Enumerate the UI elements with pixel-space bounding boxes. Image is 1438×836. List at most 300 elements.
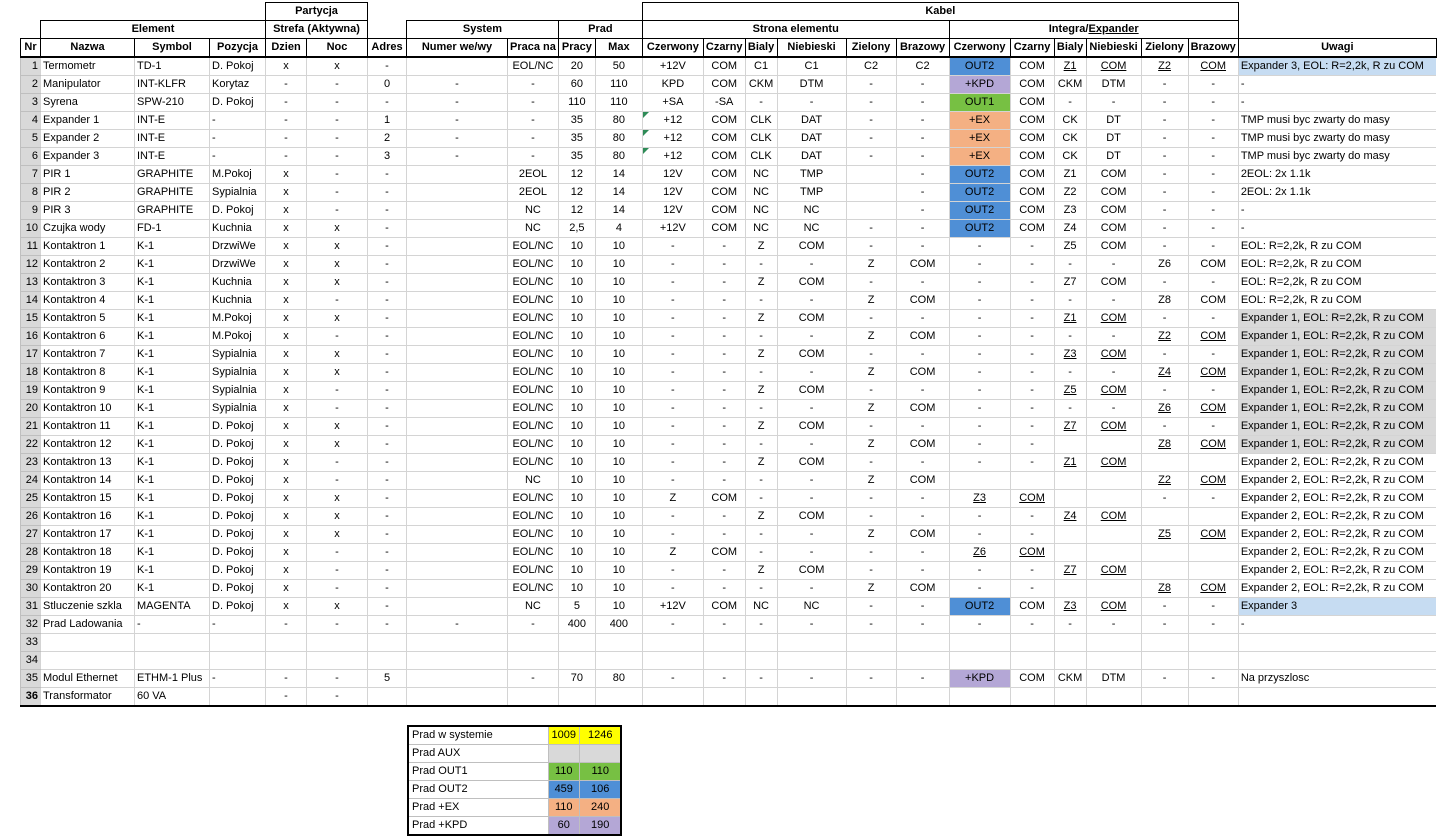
table-cell: K-1 (135, 346, 210, 364)
column-header: Noc (307, 39, 368, 58)
row-number: 19 (21, 382, 41, 400)
table-cell: - (307, 688, 368, 707)
table-cell: - (368, 274, 407, 292)
table-cell: K-1 (135, 526, 210, 544)
table-cell: Z7 (1054, 562, 1086, 580)
table-cell: - (896, 166, 949, 184)
table-cell: 14 (595, 184, 642, 202)
table-cell: Z8 (1141, 292, 1188, 310)
table-cell: C1 (745, 57, 777, 76)
table-cell: - (1141, 130, 1188, 148)
table-cell: 10 (558, 382, 595, 400)
table-row (21, 580, 1437, 598)
table-cell: - (1141, 598, 1188, 616)
table-cell: - (745, 94, 777, 112)
table-cell (407, 580, 508, 598)
table-cell: - (368, 202, 407, 220)
table-cell: - (368, 580, 407, 598)
table-cell: 5 (558, 598, 595, 616)
table-cell: - (368, 418, 407, 436)
table-cell: - (703, 238, 745, 256)
table-cell: - (896, 598, 949, 616)
table-cell: COM (1086, 238, 1141, 256)
table-cell: x (307, 220, 368, 238)
column-header: Adres (368, 39, 407, 58)
table-cell: - (1141, 310, 1188, 328)
table-cell: - (1010, 364, 1054, 382)
table-cell: - (266, 688, 307, 707)
table-cell: x (266, 310, 307, 328)
table-cell: 12 (558, 184, 595, 202)
table-cell: EOL/NC (508, 274, 559, 292)
table-cell: KPD (642, 76, 703, 94)
table-cell: x (266, 418, 307, 436)
table-cell (1086, 490, 1141, 508)
table-cell: - (266, 148, 307, 166)
table-cell (846, 634, 896, 652)
table-cell: - (642, 616, 703, 634)
summary-label: Prad OUT2 (408, 781, 548, 799)
row-number: 20 (21, 400, 41, 418)
table-cell: - (949, 526, 1010, 544)
row-number: 2 (21, 76, 41, 94)
table-cell: Modul Ethernet (41, 670, 135, 688)
table-cell: 14 (595, 166, 642, 184)
table-cell: COM (896, 472, 949, 490)
table-cell: +KPD (949, 76, 1010, 94)
table-cell: COM (1086, 346, 1141, 364)
table-cell: 10 (558, 328, 595, 346)
header-spacer (1238, 21, 1436, 39)
table-cell: Z5 (1054, 382, 1086, 400)
table-cell: EOL/NC (508, 436, 559, 454)
table-cell: - (745, 544, 777, 562)
table-cell (949, 634, 1010, 652)
table-cell: EOL/NC (508, 490, 559, 508)
table-cell: 12V (642, 202, 703, 220)
table-cell: - (1054, 616, 1086, 634)
table-cell: COM (1086, 508, 1141, 526)
table-cell (407, 328, 508, 346)
row-number: 18 (21, 364, 41, 382)
table-cell: 80 (595, 148, 642, 166)
table-cell: 4 (595, 220, 642, 238)
table-cell (407, 202, 508, 220)
table-cell: - (1054, 364, 1086, 382)
row-number: 23 (21, 454, 41, 472)
table-cell: - (846, 454, 896, 472)
table-cell: OUT2 (949, 598, 1010, 616)
table-cell: - (703, 580, 745, 598)
column-header: Numer we/wy (407, 39, 508, 58)
table-row (21, 472, 1437, 490)
table-cell (595, 652, 642, 670)
table-cell: Transformator (41, 688, 135, 707)
table-cell: - (949, 418, 1010, 436)
table-cell: - (846, 670, 896, 688)
table-cell (1238, 688, 1436, 707)
table-cell: EOL/NC (508, 580, 559, 598)
table-cell: - (1086, 400, 1141, 418)
table-cell: x (266, 382, 307, 400)
table-cell: K-1 (135, 256, 210, 274)
table-cell: x (307, 346, 368, 364)
table-cell: - (846, 346, 896, 364)
table-cell: - (896, 616, 949, 634)
table-cell: COM (896, 328, 949, 346)
table-cell: NC (508, 220, 559, 238)
table-cell: Z (846, 580, 896, 598)
table-cell: Kontaktron 18 (41, 544, 135, 562)
table-row (21, 57, 1437, 76)
header-strona-elementu: Strona elementu (642, 21, 949, 39)
table-cell: 10 (558, 544, 595, 562)
table-cell: EOL/NC (508, 508, 559, 526)
table-cell: - (846, 148, 896, 166)
table-cell: 10 (595, 454, 642, 472)
table-cell: x (266, 166, 307, 184)
table-cell: 10 (595, 526, 642, 544)
table-cell: COM (1188, 256, 1238, 274)
column-header: Bialy (745, 39, 777, 58)
table-cell: - (642, 256, 703, 274)
table-cell: +12V (642, 57, 703, 76)
table-cell (407, 166, 508, 184)
table-cell: - (1141, 238, 1188, 256)
table-cell: - (1141, 418, 1188, 436)
table-cell: 10 (558, 346, 595, 364)
table-row (21, 598, 1437, 616)
table-cell: x (307, 364, 368, 382)
row-number: 4 (21, 112, 41, 130)
table-cell (407, 652, 508, 670)
table-cell: 10 (558, 418, 595, 436)
table-cell: Expander 1, EOL: R=2,2k, R zu COM (1238, 346, 1436, 364)
column-header: Zielony (846, 39, 896, 58)
table-cell (407, 310, 508, 328)
row-number: 6 (21, 148, 41, 166)
table-cell: DAT (777, 112, 846, 130)
table-cell: CKM (1054, 670, 1086, 688)
table-cell: Z7 (1054, 418, 1086, 436)
table-cell: COM (777, 418, 846, 436)
header-spacer (368, 3, 643, 21)
table-cell: - (1141, 166, 1188, 184)
table-cell: COM (1188, 364, 1238, 382)
table-cell: Expander 2, EOL: R=2,2k, R zu COM (1238, 580, 1436, 598)
row-number: 5 (21, 130, 41, 148)
table-cell: - (1188, 148, 1238, 166)
table-cell: - (210, 616, 266, 634)
table-row (21, 130, 1437, 148)
table-cell: - (777, 526, 846, 544)
table-cell: - (1188, 202, 1238, 220)
table-cell (407, 670, 508, 688)
table-cell: - (307, 292, 368, 310)
table-cell: - (1054, 400, 1086, 418)
table-cell (896, 688, 949, 707)
table-cell: Z7 (1054, 274, 1086, 292)
table-cell: EOL/NC (508, 346, 559, 364)
table-cell: 10 (558, 562, 595, 580)
table-cell (407, 400, 508, 418)
table-cell: - (777, 580, 846, 598)
table-cell: x (307, 256, 368, 274)
table-cell: - (949, 616, 1010, 634)
table-cell: TMP (777, 166, 846, 184)
table-cell: 10 (558, 238, 595, 256)
table-row (21, 526, 1437, 544)
header-integra-expander (949, 21, 1238, 39)
table-cell (407, 598, 508, 616)
table-cell: TMP (777, 184, 846, 202)
table-cell (407, 346, 508, 364)
table-cell: COM (777, 274, 846, 292)
table-cell: Z4 (1141, 364, 1188, 382)
table-cell: COM (1086, 274, 1141, 292)
table-cell: - (745, 400, 777, 418)
table-cell: EOL/NC (508, 544, 559, 562)
table-cell: C1 (777, 57, 846, 76)
table-cell: NC (508, 202, 559, 220)
summary-label: Prad AUX (408, 745, 548, 763)
table-cell (1141, 544, 1188, 562)
table-cell: - (368, 238, 407, 256)
column-header: Niebieski (777, 39, 846, 58)
summary-row (408, 726, 621, 745)
row-number: 13 (21, 274, 41, 292)
table-cell: Kontaktron 14 (41, 472, 135, 490)
table-cell: GRAPHITE (135, 166, 210, 184)
table-cell: Expander 2, EOL: R=2,2k, R zu COM (1238, 508, 1436, 526)
table-cell: COM (777, 310, 846, 328)
table-cell: - (1188, 184, 1238, 202)
table-cell: COM (703, 130, 745, 148)
table-cell: COM (703, 184, 745, 202)
table-cell (1238, 634, 1436, 652)
table-cell: FD-1 (135, 220, 210, 238)
table-cell: - (896, 508, 949, 526)
table-cell: - (307, 184, 368, 202)
table-cell (407, 634, 508, 652)
table-cell: COM (1086, 202, 1141, 220)
table-cell: Z3 (1054, 598, 1086, 616)
table-cell: +12 (642, 148, 703, 166)
table-cell (368, 652, 407, 670)
table-cell: Sypialnia (210, 184, 266, 202)
row-number: 32 (21, 616, 41, 634)
table-cell: COM (1010, 148, 1054, 166)
table-cell: +EX (949, 148, 1010, 166)
table-cell: - (1188, 274, 1238, 292)
table-cell: - (642, 562, 703, 580)
table-cell (407, 184, 508, 202)
table-cell: 10 (595, 436, 642, 454)
table-cell: COM (703, 544, 745, 562)
table-cell: - (777, 292, 846, 310)
table-cell: x (307, 508, 368, 526)
table-cell: Expander 1, EOL: R=2,2k, R zu COM (1238, 400, 1436, 418)
table-cell: DT (1086, 130, 1141, 148)
table-cell: 10 (558, 292, 595, 310)
table-cell: Korytaz (210, 76, 266, 94)
summary-value-2: 110 (579, 763, 621, 781)
table-cell: D. Pokoj (210, 418, 266, 436)
table-cell: CK (1054, 130, 1086, 148)
table-cell: EOL/NC (508, 526, 559, 544)
header-spacer (21, 21, 41, 39)
table-cell: COM (1010, 184, 1054, 202)
header-spacer (1238, 3, 1436, 21)
table-cell: - (642, 328, 703, 346)
table-cell: - (703, 526, 745, 544)
table-cell (1010, 634, 1054, 652)
table-cell: - (642, 274, 703, 292)
table-cell: - (703, 310, 745, 328)
table-cell: - (1010, 454, 1054, 472)
table-cell: COM (1188, 400, 1238, 418)
table-cell: 14 (595, 202, 642, 220)
table-cell (407, 508, 508, 526)
header-spacer (368, 21, 407, 39)
table-cell: COM (777, 238, 846, 256)
table-cell: EOL/NC (508, 238, 559, 256)
header-strefa: Strefa (Aktywna) (266, 21, 368, 39)
table-cell: 10 (558, 310, 595, 328)
table-cell: K-1 (135, 436, 210, 454)
table-cell: - (949, 256, 1010, 274)
table-cell: D. Pokoj (210, 562, 266, 580)
table-cell: 10 (558, 436, 595, 454)
column-header: Brazowy (896, 39, 949, 58)
table-cell (407, 436, 508, 454)
table-cell (642, 652, 703, 670)
table-cell: Z1 (1054, 57, 1086, 76)
table-cell: TMP musi byc zwarty do masy (1238, 130, 1436, 148)
table-cell: - (1054, 328, 1086, 346)
table-cell (210, 634, 266, 652)
table-cell: - (368, 598, 407, 616)
table-cell: - (1141, 670, 1188, 688)
table-row (21, 238, 1437, 256)
table-cell: Kontaktron 3 (41, 274, 135, 292)
table-cell: - (703, 382, 745, 400)
table-cell: - (1188, 220, 1238, 238)
table-cell: Syrena (41, 94, 135, 112)
table-cell: - (949, 310, 1010, 328)
table-cell: INT-E (135, 148, 210, 166)
table-cell: x (266, 238, 307, 256)
table-cell: COM (1086, 562, 1141, 580)
table-cell (407, 382, 508, 400)
header-integra-label: Integra/ (1048, 23, 1089, 35)
table-cell: 10 (558, 364, 595, 382)
table-cell: COM (1010, 112, 1054, 130)
table-cell: - (1141, 112, 1188, 130)
table-cell: - (1010, 292, 1054, 310)
table-cell: COM (703, 57, 745, 76)
table-row (21, 184, 1437, 202)
table-cell: - (210, 148, 266, 166)
table-cell: Expander 1, EOL: R=2,2k, R zu COM (1238, 436, 1436, 454)
table-cell (1141, 562, 1188, 580)
table-cell: - (949, 580, 1010, 598)
table-cell: COM (1010, 598, 1054, 616)
table-cell: - (846, 310, 896, 328)
table-cell: Z1 (1054, 166, 1086, 184)
table-cell: K-1 (135, 418, 210, 436)
table-cell: Z (745, 382, 777, 400)
table-cell: COM (1086, 418, 1141, 436)
table-cell: EOL/NC (508, 562, 559, 580)
table-cell: - (1010, 418, 1054, 436)
table-cell: - (1141, 490, 1188, 508)
table-cell: DTM (777, 76, 846, 94)
table-cell: - (1141, 184, 1188, 202)
table-cell: 10 (595, 256, 642, 274)
table-cell: - (1188, 76, 1238, 94)
table-cell (777, 688, 846, 707)
table-cell (41, 634, 135, 652)
table-cell: - (642, 580, 703, 598)
header-partycja: Partycja (266, 3, 368, 21)
table-cell: DAT (777, 130, 846, 148)
table-cell: Kuchnia (210, 220, 266, 238)
row-number: 21 (21, 418, 41, 436)
table-cell: - (1141, 148, 1188, 166)
table-cell: Z (642, 544, 703, 562)
summary-value-1: 110 (548, 799, 579, 817)
table-row (21, 202, 1437, 220)
table-cell: x (266, 580, 307, 598)
table-cell (745, 652, 777, 670)
table-cell: - (846, 418, 896, 436)
table-cell: EOL: R=2,2k, R zu COM (1238, 292, 1436, 310)
table-cell: Z6 (1141, 400, 1188, 418)
table-cell: Z (745, 454, 777, 472)
table-cell: - (949, 400, 1010, 418)
table-cell: - (1086, 256, 1141, 274)
table-cell: - (642, 364, 703, 382)
table-cell: COM (1188, 292, 1238, 310)
table-cell: TMP musi byc zwarty do masy (1238, 112, 1436, 130)
table-cell: NC (745, 220, 777, 238)
table-cell (1141, 688, 1188, 707)
table-cell: - (896, 418, 949, 436)
table-cell (1086, 688, 1141, 707)
table-cell: 10 (595, 346, 642, 364)
table-cell (1141, 454, 1188, 472)
table-cell: Z (745, 508, 777, 526)
table-cell (368, 634, 407, 652)
table-cell: Z (846, 256, 896, 274)
table-cell: OUT2 (949, 220, 1010, 238)
table-cell: - (307, 166, 368, 184)
table-cell: - (307, 472, 368, 490)
table-cell: - (508, 616, 559, 634)
table-cell: 5 (368, 670, 407, 688)
summary-row (408, 799, 621, 817)
table-cell: - (1054, 94, 1086, 112)
table-cell: - (846, 220, 896, 238)
table-cell: - (1141, 202, 1188, 220)
table-cell: PIR 2 (41, 184, 135, 202)
table-cell: NC (745, 598, 777, 616)
table-cell: Expander 3 (1238, 598, 1436, 616)
table-cell (407, 490, 508, 508)
table-cell (266, 652, 307, 670)
table-cell: 10 (595, 400, 642, 418)
